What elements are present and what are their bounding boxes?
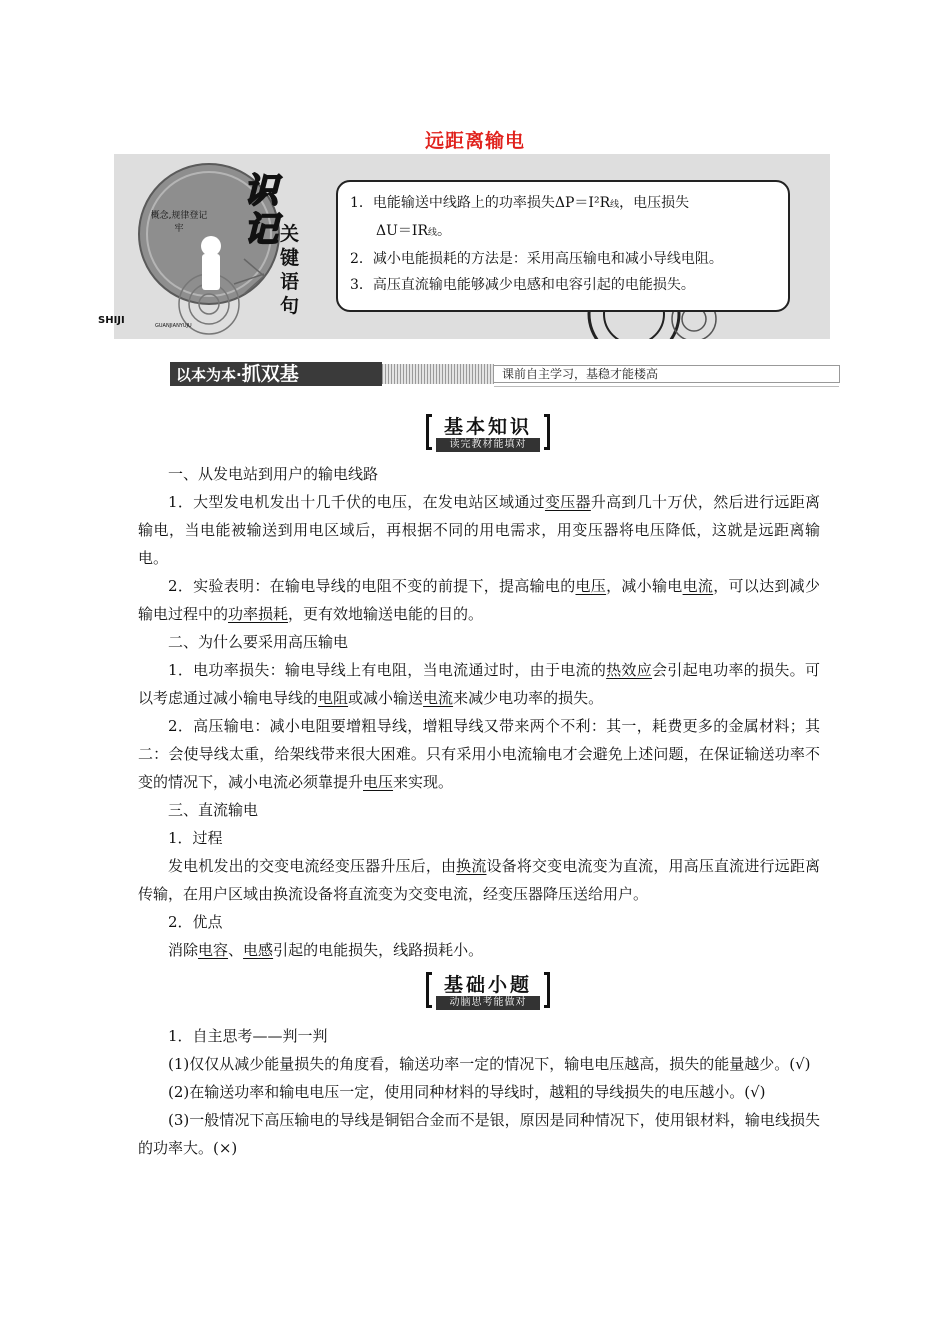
paragraph-5: 发电机发出的交变电流经变压器升压后，由换流设备将交变电流变为直流，用高压直流进行远距离传输，在用户区域由换流设备将直流变为交变电流，经变压器降压送给用户。 — [138, 857, 820, 903]
header-title: 基本知识 — [443, 416, 532, 438]
banner-vertical-title: 关键语句 — [280, 223, 300, 317]
header-subtitle: 读完教材能填对 — [436, 438, 540, 452]
quiz-heading: 1．自主思考——判一判 — [168, 1027, 328, 1045]
section-bar-slogan: 课前自主学习，基稳才能楼高 — [494, 365, 840, 383]
banner-shiji-tag: SHIJI — [98, 315, 125, 326]
heading-2: 二、为什么要采用高压输电 — [168, 633, 349, 651]
key-item-1: 1．电能输送中线路上的功率损失ΔP＝I²R线，电压损失 — [350, 195, 690, 211]
page-title: 远距离输电 — [424, 130, 525, 152]
section-bar-title: 以本为本·抓双基 — [170, 362, 382, 386]
basic-knowledge-header — [426, 412, 550, 452]
header-title: 基础小题 — [443, 974, 532, 996]
key-item-2: 2．减小电能损耗的方法是：采用高压输电和减小导线电阻。 — [350, 251, 723, 267]
quiz-item-3: (3)一般情况下高压输电的导线是铜铝合金而不是银，原因是同种情况下，使用银材料，输电线损失的功率大。(×) — [138, 1111, 820, 1157]
banner-shiji-subtag: GUANJIANYUJU — [155, 323, 192, 329]
key-item-3: 3．高压直流输电能够减少电感和电容引起的电能损失。 — [350, 277, 695, 293]
heading-3: 三、直流输电 — [168, 801, 259, 819]
heading-3-2: 2．优点 — [168, 913, 223, 931]
basic-quiz-content — [138, 1022, 820, 1162]
paragraph-4: 2．高压输电：减小电阻要增粗导线，增粗导线又带来两个不利：其一，耗费更多的金属材料；其二：会使导线太重，给架线带来很大困难。只有采用小电流输电才会避免上述问题，在保证输送功率不变的情况下，减小电流必须靠提升电压来实现。 — [138, 717, 820, 791]
section-bar — [170, 362, 840, 386]
header-subtitle: 动脑思考能做对 — [436, 996, 540, 1010]
paragraph-6: 消除电容、电感引起的电能损失，线路损耗小。 — [168, 941, 484, 959]
heading-1: 一、从发电站到用户的输电线路 — [168, 465, 379, 483]
banner-big-char-1: 识 — [244, 171, 278, 211]
basic-quiz-header — [426, 970, 550, 1010]
banner-circle-text: 概念,规律登记牢 — [150, 211, 208, 234]
key-sentences-box — [336, 180, 790, 312]
paragraph-2: 2．实验表明：在输电导线的电阻不变的前提下，提高输电的电压，减小输电电流，可以达到减少输电过程中的功率损耗，更有效地输送电能的目的。 — [138, 577, 820, 623]
paragraph-1: 1．大型发电机发出十几千伏的电压，在发电站区域通过变压器升高到几十万伏，然后进行远距离输电，当电能被输送到用电区域后，再根据不同的用电需求，用变压器将电压降低，这就是远距离输电。 — [138, 493, 820, 567]
heading-3-1: 1．过程 — [168, 829, 223, 847]
section-bar-divider — [382, 364, 494, 384]
banner-big-char-2: 记 — [244, 210, 278, 250]
quiz-item-1: (1)仅仅从减少能量损失的角度看，输送功率一定的情况下，输电电压越高，损失的能量越少。(√) — [168, 1055, 811, 1073]
key-item-1-line2: ΔU＝IR线。 — [376, 223, 451, 239]
quiz-item-2: (2)在输送功率和输电电压一定，使用同种材料的导线时，越粗的导线损失的电压越小。(√) — [168, 1083, 766, 1101]
paragraph-3: 1．电功率损失：输电导线上有电阻，当电流通过时，由于电流的热效应会引起电功率的损失。可以考虑通过减小输电导线的电阻或减小输送电流来减少电功率的损失。 — [138, 661, 820, 707]
basic-knowledge-content — [138, 460, 820, 964]
